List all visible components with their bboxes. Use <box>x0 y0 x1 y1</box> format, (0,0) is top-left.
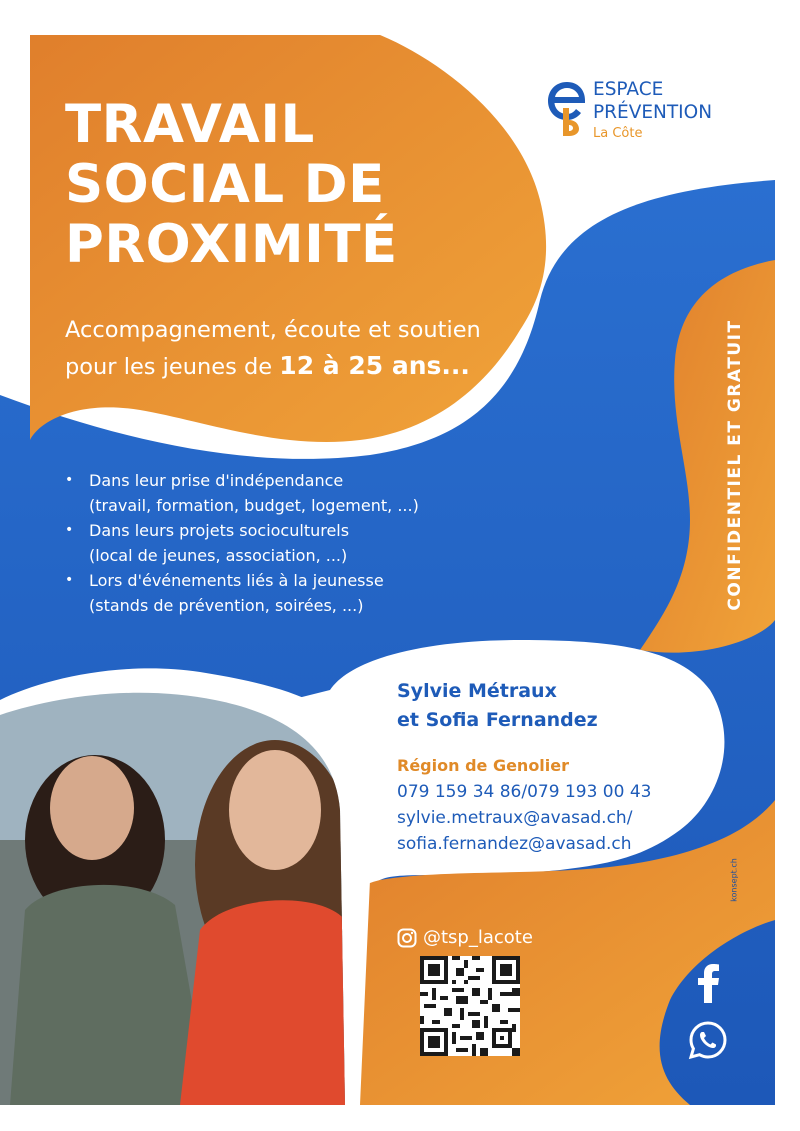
logo-line-2: PRÉVENTION <box>593 102 713 123</box>
instagram-icon <box>397 928 417 948</box>
services-list <box>65 468 419 618</box>
logo-line-3: La Côte <box>593 126 643 141</box>
instagram-handle-text: @tsp_lacote <box>423 927 533 948</box>
list-item <box>65 518 419 568</box>
logo-text <box>593 78 712 141</box>
facebook-icon[interactable] <box>697 963 721 1003</box>
page-title <box>65 95 398 275</box>
email-1[interactable]: sylvie.metraux@avasad.ch/ <box>397 808 633 828</box>
logo-line-1: ESPACE <box>593 79 664 100</box>
contact-names <box>397 677 598 735</box>
list-item-sub: (local de jeunes, association, ...) <box>89 546 348 565</box>
list-item <box>65 468 419 518</box>
list-item-main: Lors d'événements liés à la jeunesse <box>89 571 384 590</box>
list-item-sub: (travail, formation, budget, logement, ...) <box>89 496 419 515</box>
email-2[interactable]: sofia.fernandez@avasad.ch <box>397 834 632 854</box>
title-line-3: PROXIMITÉ <box>65 214 398 275</box>
espace-prevention-logo-icon <box>545 78 589 136</box>
confidential-tag-text: CONFIDENTIEL ET GRATUIT <box>725 319 745 611</box>
phone-numbers[interactable]: 079 159 34 86/079 193 00 43 <box>397 782 652 802</box>
age-range: 12 à 25 ans... <box>279 351 470 380</box>
credit-text: konsept.ch <box>729 858 739 902</box>
title-line-1: TRAVAIL <box>65 94 315 155</box>
list-item-main: Dans leurs projets socioculturels <box>89 521 350 540</box>
title-line-2: SOCIAL DE <box>65 154 385 215</box>
confidential-tag <box>720 300 750 630</box>
region-label: Région de Genolier <box>397 756 570 775</box>
designer-credit <box>727 840 741 920</box>
list-item <box>65 568 419 618</box>
subtitle-line-2-prefix: pour les jeunes de <box>65 354 280 380</box>
subtitle <box>65 312 481 385</box>
whatsapp-icon[interactable] <box>688 1020 728 1060</box>
photo-two-women <box>0 690 345 1105</box>
contact-details <box>397 753 651 857</box>
names-line-1: Sylvie Métraux <box>397 680 557 702</box>
list-item-sub: (stands de prévention, soirées, ...) <box>89 596 364 615</box>
subtitle-line-1: Accompagnement, écoute et soutien <box>65 317 481 343</box>
subtitle-line-2 <box>65 348 481 385</box>
instagram-handle[interactable] <box>397 927 533 948</box>
list-item-main: Dans leur prise d'indépendance <box>89 471 344 490</box>
qr-code[interactable] <box>420 956 520 1056</box>
names-line-2: et Sofia Fernandez <box>397 709 598 731</box>
